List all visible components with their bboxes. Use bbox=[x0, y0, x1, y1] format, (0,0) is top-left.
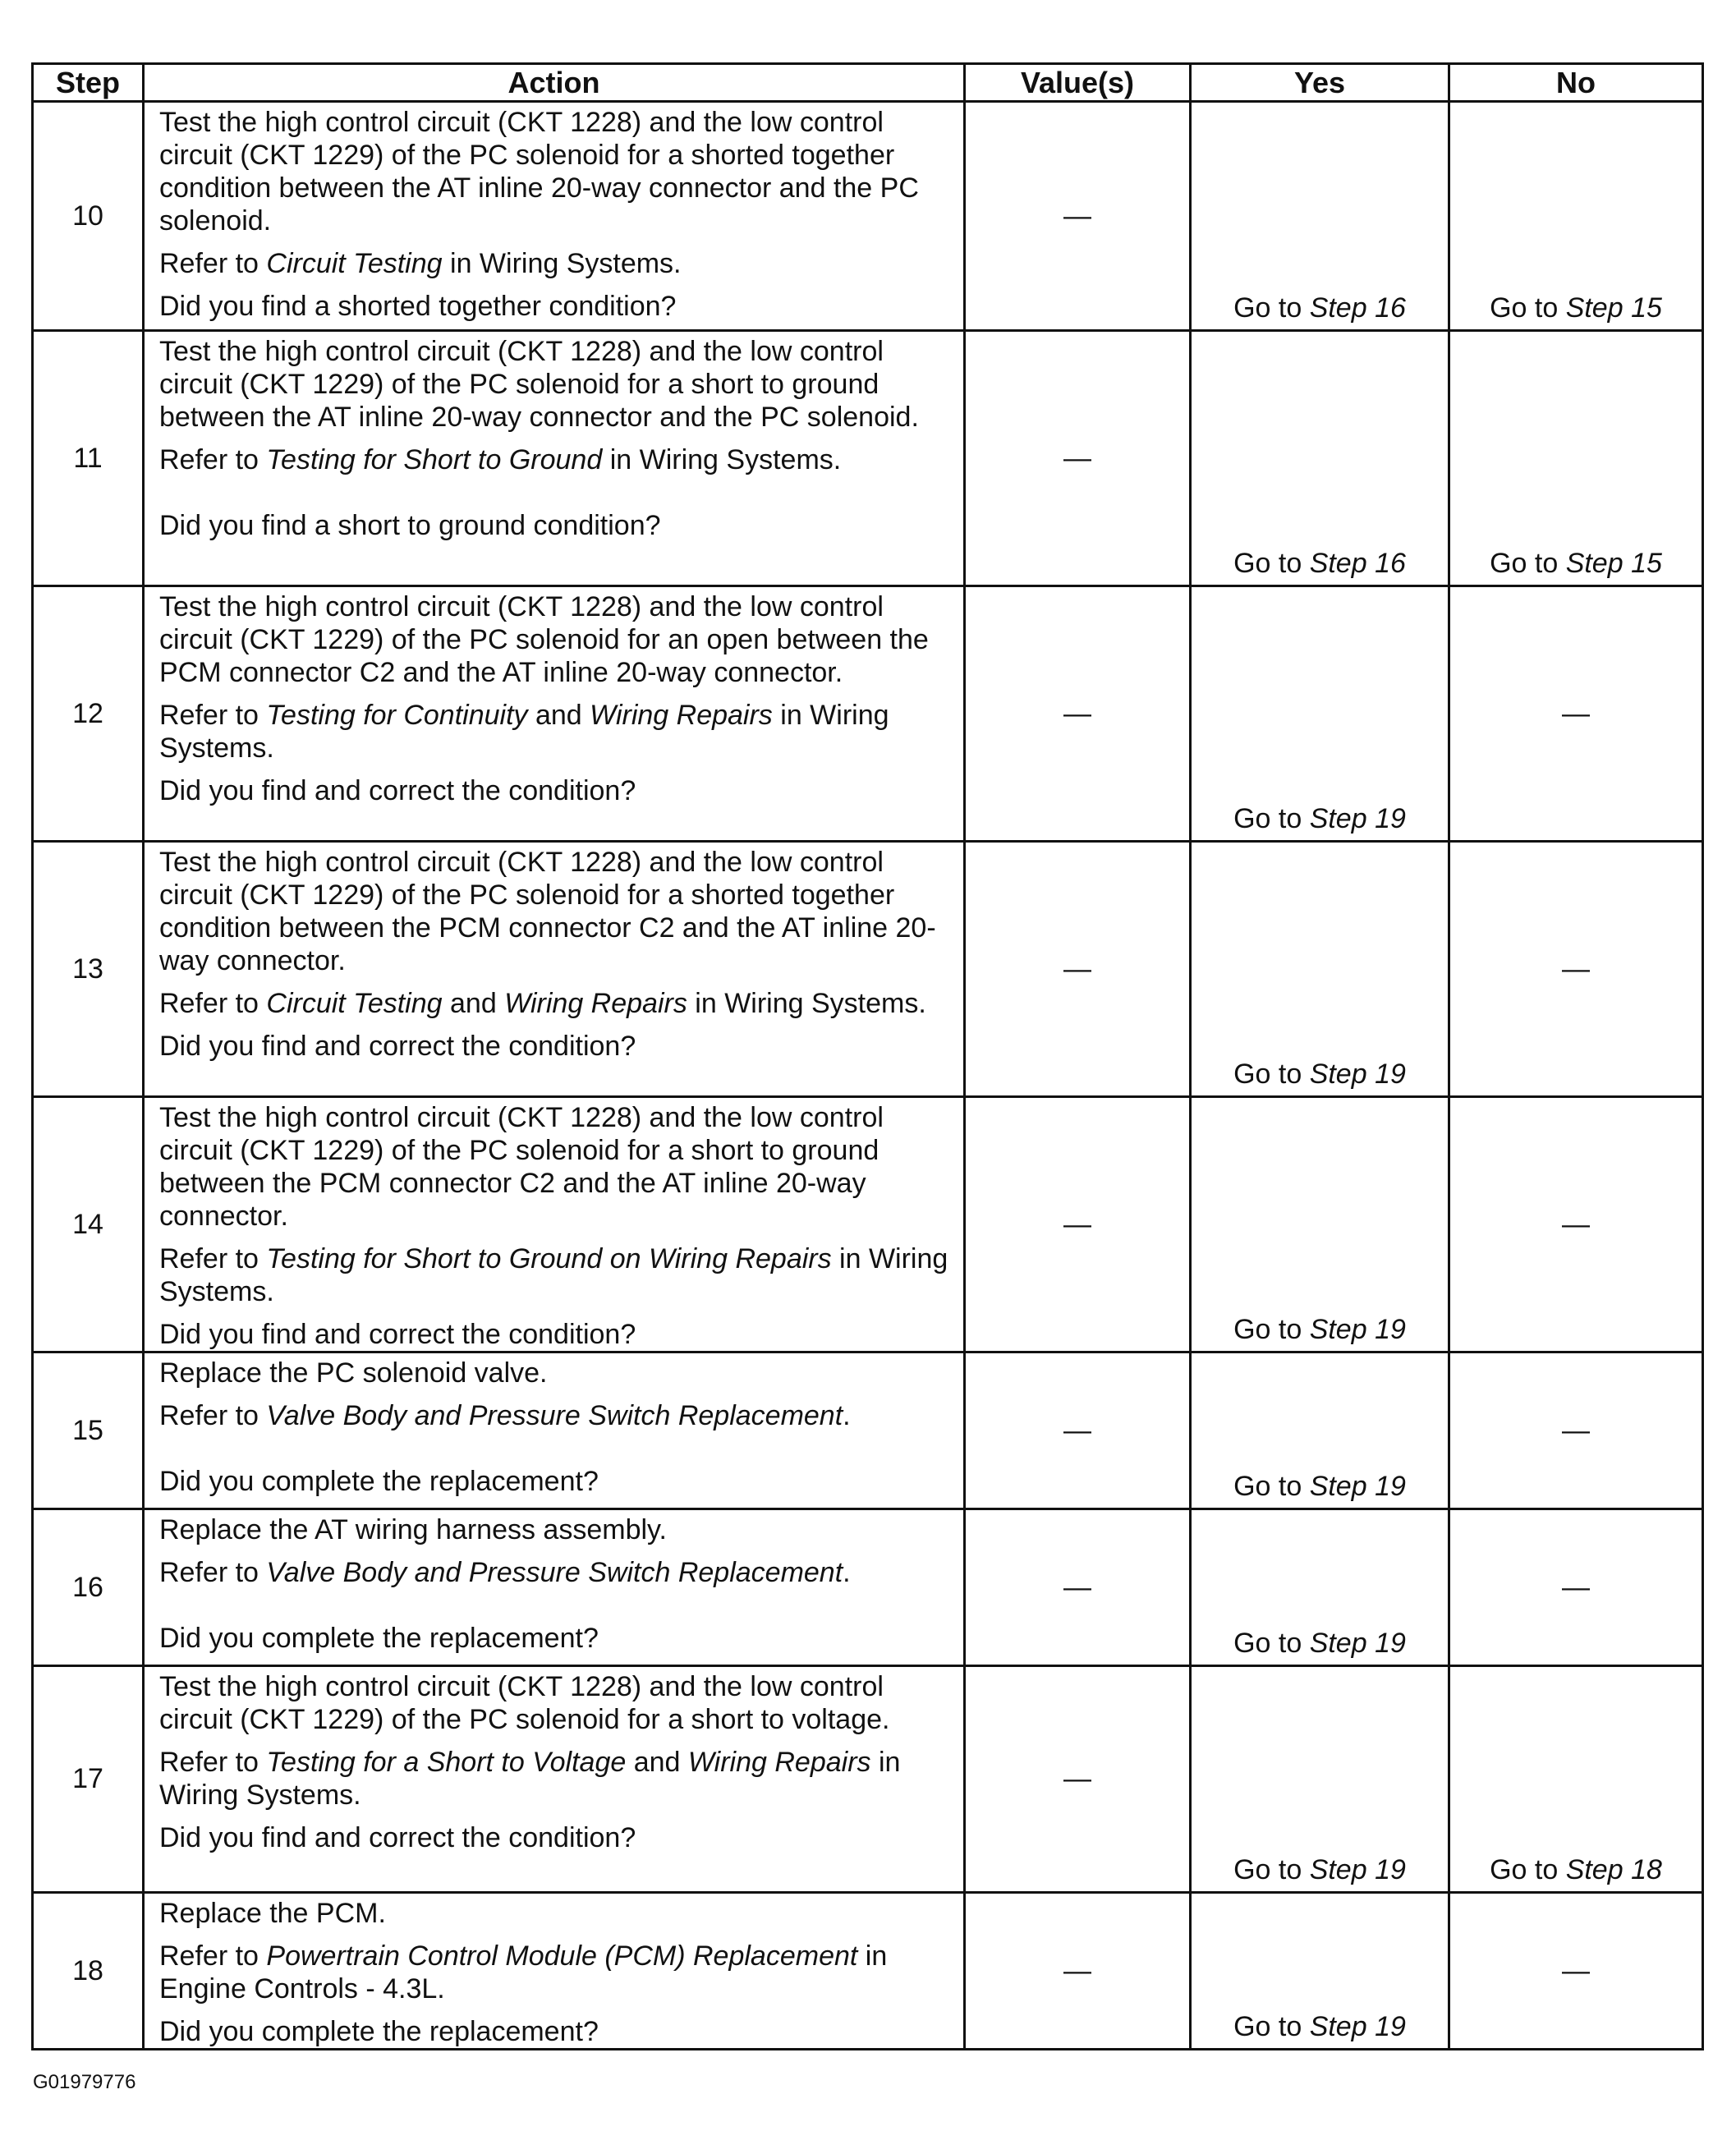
step-number: 11 bbox=[33, 331, 144, 586]
reference-text: in Engine Controls - 4.3L. bbox=[159, 1940, 888, 2005]
no-cell: — bbox=[1449, 1509, 1703, 1666]
yes-target-step: Step 19 bbox=[1309, 1854, 1406, 1885]
reference-link: Testing for a Short to Voltage bbox=[266, 1747, 627, 1778]
yes-target-step: Step 19 bbox=[1309, 1628, 1406, 1659]
value-cell: — bbox=[965, 1097, 1191, 1352]
action-cell bbox=[144, 1352, 965, 1509]
yes-cell bbox=[1191, 1352, 1449, 1509]
goto-prefix: Go to bbox=[1233, 1059, 1310, 1090]
table-row bbox=[33, 102, 1703, 331]
reference-text: in Wiring Systems. bbox=[159, 1243, 948, 1307]
action-question: Did you complete the replacement? bbox=[159, 2016, 599, 2047]
header-no: No bbox=[1449, 64, 1703, 102]
reference-text: . bbox=[843, 1557, 851, 1588]
reference-prefix: Refer to bbox=[159, 444, 267, 475]
goto-prefix: Go to bbox=[1233, 1314, 1310, 1345]
table-row bbox=[33, 1097, 1703, 1352]
action-reference bbox=[159, 1556, 953, 1589]
value-cell: — bbox=[965, 102, 1191, 331]
reference-link: Testing for Short to Ground bbox=[266, 444, 603, 475]
reference-prefix: Refer to bbox=[159, 988, 267, 1019]
goto-prefix: Go to bbox=[1233, 2011, 1310, 2042]
goto-prefix: Go to bbox=[1233, 1628, 1310, 1659]
reference-text: and bbox=[626, 1747, 688, 1778]
value-cell: — bbox=[965, 1666, 1191, 1893]
step-number: 12 bbox=[33, 586, 144, 842]
action-description: Replace the AT wiring harness assembly. bbox=[159, 1514, 667, 1545]
goto-prefix: Go to bbox=[1233, 548, 1310, 579]
action-question: Did you find and correct the condition? bbox=[159, 1031, 636, 1062]
goto-prefix: Go to bbox=[1490, 1854, 1566, 1885]
reference-prefix: Refer to bbox=[159, 1747, 267, 1778]
yes-target-step: Step 19 bbox=[1309, 2011, 1406, 2042]
action-cell bbox=[144, 842, 965, 1097]
action-description: Test the high control circuit (CKT 1228) and the low control circuit (CKT 1229) of the PC solenoid for a short to voltage. bbox=[159, 1671, 890, 1735]
action-cell bbox=[144, 1509, 965, 1666]
action-reference bbox=[159, 987, 953, 1020]
action-cell bbox=[144, 1097, 965, 1352]
step-number: 14 bbox=[33, 1097, 144, 1352]
action-cell bbox=[144, 586, 965, 842]
action-reference bbox=[159, 1940, 953, 2005]
table-row bbox=[33, 1666, 1703, 1893]
yes-cell bbox=[1191, 586, 1449, 842]
step-number: 17 bbox=[33, 1666, 144, 1893]
action-cell bbox=[144, 331, 965, 586]
yes-cell bbox=[1191, 842, 1449, 1097]
action-question: Did you find a shorted together condition? bbox=[159, 291, 677, 322]
action-description: Replace the PC solenoid valve. bbox=[159, 1357, 548, 1389]
reference-prefix: Refer to bbox=[159, 248, 267, 279]
reference-link: Testing for Short to Ground on Wiring Repairs bbox=[266, 1243, 832, 1274]
step-number: 10 bbox=[33, 102, 144, 331]
yes-target-step: Step 19 bbox=[1309, 803, 1406, 834]
goto-prefix: Go to bbox=[1490, 292, 1566, 324]
yes-cell bbox=[1191, 1893, 1449, 2050]
yes-target-step: Step 16 bbox=[1309, 548, 1406, 579]
action-question: Did you find and correct the condition? bbox=[159, 1822, 636, 1853]
no-target-step: Step 15 bbox=[1565, 292, 1662, 324]
header-row bbox=[33, 64, 1703, 102]
action-description: Test the high control circuit (CKT 1228) and the low control circuit (CKT 1229) of the PC solenoid for a short to ground between the PCM connector C2 and the AT inline 20-way connector. bbox=[159, 1102, 884, 1232]
no-cell: — bbox=[1449, 1893, 1703, 2050]
action-reference bbox=[159, 1242, 953, 1308]
reference-link-2: Wiring Repairs bbox=[687, 1747, 871, 1778]
yes-target-step: Step 19 bbox=[1309, 1471, 1406, 1502]
yes-cell bbox=[1191, 102, 1449, 331]
table-row bbox=[33, 586, 1703, 842]
action-cell bbox=[144, 102, 965, 331]
header-values: Value(s) bbox=[965, 64, 1191, 102]
reference-link-2: Wiring Repairs bbox=[504, 988, 687, 1019]
step-number: 15 bbox=[33, 1352, 144, 1509]
reference-text: and bbox=[442, 988, 505, 1019]
action-question: Did you complete the replacement? bbox=[159, 1623, 599, 1654]
goto-prefix: Go to bbox=[1233, 292, 1310, 324]
header-yes: Yes bbox=[1191, 64, 1449, 102]
value-cell: — bbox=[965, 1509, 1191, 1666]
action-question: Did you find and correct the condition? bbox=[159, 1319, 636, 1350]
reference-link: Circuit Testing bbox=[266, 248, 443, 279]
action-cell bbox=[144, 1893, 965, 2050]
action-question: Did you find and correct the condition? bbox=[159, 775, 636, 806]
reference-text: in Wiring Systems. bbox=[602, 444, 842, 475]
no-cell bbox=[1449, 331, 1703, 586]
header-step: Step bbox=[33, 64, 144, 102]
action-description: Test the high control circuit (CKT 1228) and the low control circuit (CKT 1229) of the PC solenoid for a short to ground between the AT inline 20-way connector and the PC solenoid. bbox=[159, 336, 919, 433]
reference-link: Testing for Continuity bbox=[266, 700, 528, 731]
value-cell: — bbox=[965, 586, 1191, 842]
value-cell: — bbox=[965, 842, 1191, 1097]
step-number: 13 bbox=[33, 842, 144, 1097]
no-cell bbox=[1449, 1666, 1703, 1893]
reference-link: Valve Body and Pressure Switch Replacement bbox=[266, 1557, 843, 1588]
goto-prefix: Go to bbox=[1233, 1854, 1310, 1885]
reference-prefix: Refer to bbox=[159, 1557, 267, 1588]
no-target-step: Step 18 bbox=[1565, 1854, 1662, 1885]
table-row bbox=[33, 331, 1703, 586]
reference-link-2: Wiring Repairs bbox=[590, 700, 773, 731]
table-row bbox=[33, 1509, 1703, 1666]
yes-target-step: Step 19 bbox=[1309, 1059, 1406, 1090]
reference-prefix: Refer to bbox=[159, 1940, 267, 1972]
reference-text: and bbox=[527, 700, 590, 731]
no-cell: — bbox=[1449, 586, 1703, 842]
step-number: 16 bbox=[33, 1509, 144, 1666]
goto-prefix: Go to bbox=[1490, 548, 1566, 579]
table-body bbox=[33, 102, 1703, 2050]
table-row bbox=[33, 1352, 1703, 1509]
goto-prefix: Go to bbox=[1233, 803, 1310, 834]
figure-id: G01979776 bbox=[33, 2071, 136, 2093]
action-reference bbox=[159, 247, 953, 280]
reference-link: Powertrain Control Module (PCM) Replacement bbox=[266, 1940, 858, 1972]
table-row bbox=[33, 842, 1703, 1097]
no-cell: — bbox=[1449, 842, 1703, 1097]
no-cell: — bbox=[1449, 1352, 1703, 1509]
action-reference bbox=[159, 443, 953, 476]
reference-text: . bbox=[843, 1400, 851, 1431]
reference-suffix: in Wiring Systems. bbox=[159, 1747, 901, 1811]
yes-cell bbox=[1191, 331, 1449, 586]
reference-prefix: Refer to bbox=[159, 700, 267, 731]
reference-link: Circuit Testing bbox=[266, 988, 443, 1019]
reference-prefix: Refer to bbox=[159, 1400, 267, 1431]
value-cell: — bbox=[965, 1352, 1191, 1509]
reference-suffix: in Wiring Systems. bbox=[687, 988, 926, 1019]
reference-link: Valve Body and Pressure Switch Replacement bbox=[266, 1400, 843, 1431]
action-description: Replace the PCM. bbox=[159, 1898, 386, 1929]
action-description: Test the high control circuit (CKT 1228) and the low control circuit (CKT 1229) of the PC solenoid for an open between the PCM connector C2 and the AT inline 20-way connector. bbox=[159, 591, 929, 688]
reference-suffix: in Wiring Systems. bbox=[159, 700, 889, 764]
action-cell bbox=[144, 1666, 965, 1893]
action-question: Did you find a short to ground condition? bbox=[159, 510, 661, 541]
value-cell: — bbox=[965, 331, 1191, 586]
no-target-step: Step 15 bbox=[1565, 548, 1662, 579]
value-cell: — bbox=[965, 1893, 1191, 2050]
diagnostic-table bbox=[31, 62, 1704, 2050]
action-reference bbox=[159, 1746, 953, 1812]
action-reference bbox=[159, 1399, 953, 1432]
action-description: Test the high control circuit (CKT 1228) and the low control circuit (CKT 1229) of the PC solenoid for a shorted together condition between the AT inline 20-way connector and the PC solenoid. bbox=[159, 107, 919, 237]
step-number: 18 bbox=[33, 1893, 144, 2050]
action-reference bbox=[159, 699, 953, 765]
table-row bbox=[33, 1893, 1703, 2050]
reference-prefix: Refer to bbox=[159, 1243, 267, 1274]
yes-target-step: Step 19 bbox=[1309, 1314, 1406, 1345]
goto-prefix: Go to bbox=[1233, 1471, 1310, 1502]
yes-cell bbox=[1191, 1509, 1449, 1666]
header-action: Action bbox=[144, 64, 965, 102]
no-cell: — bbox=[1449, 1097, 1703, 1352]
yes-cell bbox=[1191, 1666, 1449, 1893]
action-description: Test the high control circuit (CKT 1228) and the low control circuit (CKT 1229) of the PC solenoid for a shorted together condition between the PCM connector C2 and the AT inline 20-way connector. bbox=[159, 847, 936, 976]
yes-cell bbox=[1191, 1097, 1449, 1352]
no-cell bbox=[1449, 102, 1703, 331]
action-question: Did you complete the replacement? bbox=[159, 1466, 599, 1497]
reference-text: in Wiring Systems. bbox=[442, 248, 682, 279]
yes-target-step: Step 16 bbox=[1309, 292, 1406, 324]
